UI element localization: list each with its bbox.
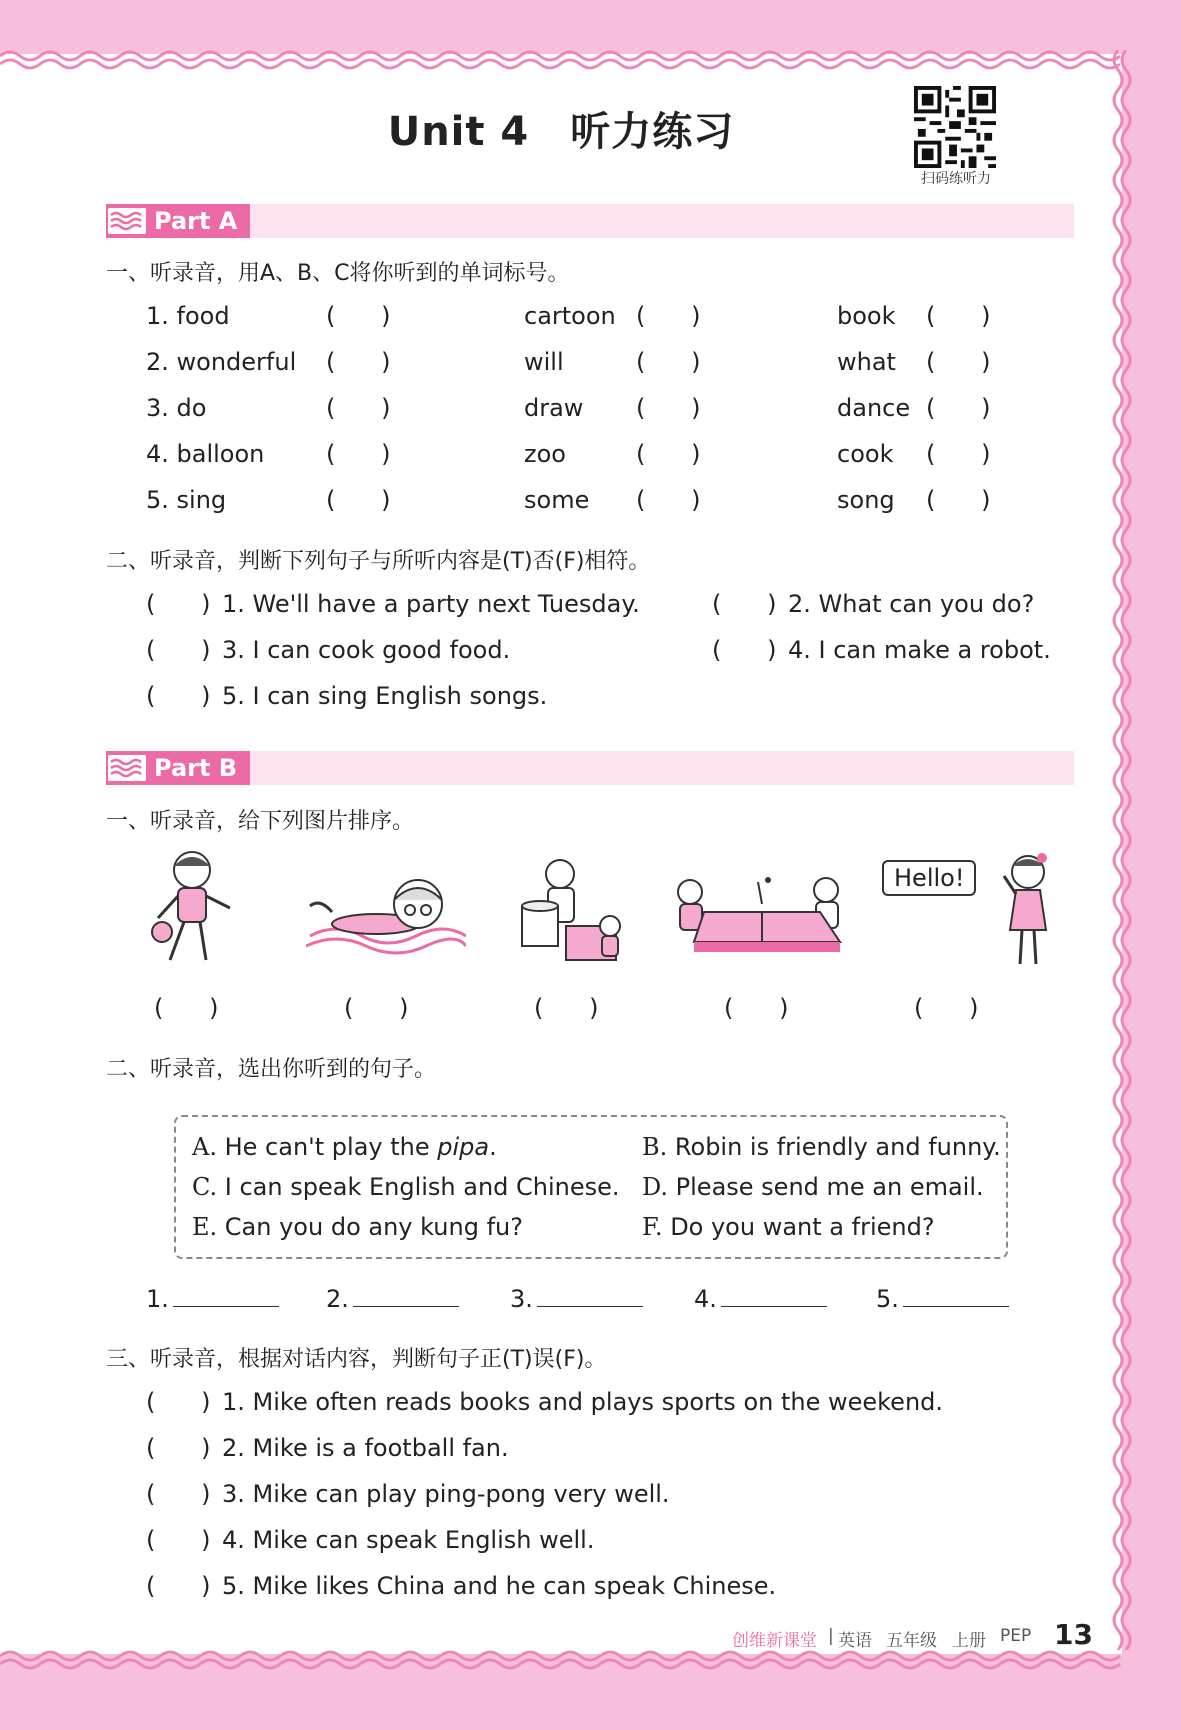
part-b-tag [106,751,250,785]
option-d-letter: D. [642,1173,669,1201]
option-b-text: Robin is friendly and funny. [674,1133,1001,1161]
tf-bracket[interactable]: ( ) [146,1434,211,1462]
answer-bracket[interactable]: ( ) [636,348,701,376]
picture-bracket-4[interactable]: ( ) [724,994,789,1022]
tf-item-b3: 3. Mike can play ping-pong very well. [222,1480,670,1508]
option-d [642,1173,984,1201]
answer-bracket[interactable]: ( ) [926,440,991,468]
part-a-header [106,204,1074,238]
footer-brand: 创维新课堂 [732,1631,817,1651]
picture-bracket-2[interactable]: ( ) [344,994,409,1022]
answer-blank-5-num: 5. [876,1285,899,1313]
word-1-1: 1. food [146,302,230,330]
word-1-2: cartoon [524,302,616,330]
ping-pong-picture [670,876,866,974]
girl-swimming-picture [306,862,466,960]
tf-item-b1: 1. Mike often reads books and plays sports on the weekend. [222,1388,944,1416]
part-b-s1-heading: 一、听录音，给下列图片排序。 [106,809,415,834]
word-2-3: what [837,348,896,376]
footer-divider: | [828,1626,834,1646]
wave-lines-icon [108,208,146,234]
option-c [192,1173,620,1201]
tf-item-a1: 1. We'll have a party next Tuesday. [222,590,640,618]
answer-blank-4-num: 4. [694,1285,717,1313]
part-a-s1-heading: 一、听录音，用A、B、C将你听到的单词标号。 [106,261,570,286]
option-f-letter: F. [642,1213,663,1241]
answer-bracket[interactable]: ( ) [926,394,991,422]
word-5-1: 5. sing [146,486,227,514]
answer-blank-2-num: 2. [326,1285,349,1313]
word-4-2: zoo [524,440,566,468]
option-a [192,1133,497,1161]
option-c-letter: C. [192,1173,218,1201]
part-b-header [106,751,1074,785]
option-a-italic: pipa [437,1133,490,1161]
option-f [642,1213,935,1241]
option-b-letter: B. [642,1133,668,1161]
word-3-1: 3. do [146,394,207,422]
part-a-tag [106,204,250,238]
answer-blank-1-num: 1. [146,1285,169,1313]
tf-bracket[interactable]: ( ) [146,682,211,710]
answer-bracket[interactable]: ( ) [926,348,991,376]
word-4-1: 4. balloon [146,440,265,468]
part-b-s3-heading: 三、听录音，根据对话内容，判断句子正(T)误(F)。 [106,1347,607,1372]
answer-blank-5[interactable] [876,1284,1009,1313]
word-2-2: will [524,348,564,376]
footer-edition: PEP [1000,1626,1032,1646]
option-a-text: He can't play the [224,1133,438,1161]
tf-bracket[interactable]: ( ) [712,636,777,664]
tf-item-a4: 4. I can make a robot. [788,636,1051,664]
tf-bracket[interactable]: ( ) [146,1480,211,1508]
option-a-letter: A. [192,1133,217,1161]
answer-bracket[interactable]: ( ) [326,440,391,468]
answer-bracket[interactable]: ( ) [926,486,991,514]
answer-blank-3-num: 3. [510,1285,533,1313]
answer-blank-3[interactable] [510,1284,643,1313]
answer-blank-2[interactable] [326,1284,459,1313]
tf-item-a5: 5. I can sing English songs. [222,682,548,710]
option-e-text: Can you do any kung fu? [224,1213,523,1241]
right-wave-border [1104,50,1144,1650]
option-f-text: Do you want a friend? [670,1213,935,1241]
page-number: 13 [1054,1618,1093,1651]
answer-bracket[interactable]: ( ) [326,302,391,330]
answer-bracket[interactable]: ( ) [636,486,701,514]
tf-item-a2: 2. What can you do? [788,590,1035,618]
tf-bracket[interactable]: ( ) [146,1572,211,1600]
answer-blank-4[interactable] [694,1284,827,1313]
word-5-2: some [524,486,590,514]
footer-term: 上册 [952,1631,986,1651]
tf-bracket[interactable]: ( ) [146,1526,211,1554]
option-c-text: I can speak English and Chinese. [224,1173,620,1201]
girl-waving-picture [1002,850,1054,974]
answer-bracket[interactable]: ( ) [326,348,391,376]
tf-bracket[interactable]: ( ) [146,636,211,664]
word-2-1: 2. wonderful [146,348,297,376]
word-1-3: book [837,302,896,330]
answer-blank-1[interactable] [146,1284,279,1313]
tf-bracket[interactable]: ( ) [712,590,777,618]
word-4-3: cook [837,440,894,468]
option-e [192,1213,523,1241]
answer-bracket[interactable]: ( ) [636,302,701,330]
picture-bracket-1[interactable]: ( ) [154,994,219,1022]
footer-subject: 英语 [838,1631,872,1651]
word-3-3: dance [837,394,911,422]
option-e-letter: E. [192,1213,218,1241]
tf-bracket[interactable]: ( ) [146,1388,211,1416]
top-wave-border [0,42,1181,102]
wave-lines-icon [108,755,146,781]
picture-bracket-3[interactable]: ( ) [534,994,599,1022]
answer-bracket[interactable]: ( ) [326,394,391,422]
tf-item-b4: 4. Mike can speak English well. [222,1526,595,1554]
part-b-label: Part B [154,754,238,782]
word-5-3: song [837,486,895,514]
part-a-label: Part A [154,207,238,235]
qr-label: 扫码练听力 [921,171,991,187]
tf-bracket[interactable]: ( ) [146,590,211,618]
picture-bracket-5[interactable]: ( ) [914,994,979,1022]
option-a-period: . [489,1133,497,1161]
answer-bracket[interactable]: ( ) [636,440,701,468]
footer-grade: 五年级 [886,1631,937,1651]
qr-code[interactable] [914,86,996,168]
option-b [642,1133,1001,1161]
tf-item-b5: 5. Mike likes China and he can speak Chinese. [222,1572,777,1600]
option-d-text: Please send me an email. [675,1173,984,1201]
answer-bracket[interactable]: ( ) [326,486,391,514]
page-title: Unit 4 听力练习 [387,109,735,155]
boy-basketball-picture [140,848,244,974]
word-3-2: draw [524,394,584,422]
tf-item-a3: 3. I can cook good food. [222,636,511,664]
man-cooking-picture [518,856,628,968]
part-b-s2-heading: 二、听录音，选出你听到的句子。 [106,1057,437,1082]
part-a-s2-heading: 二、听录音，判断下列句子与所听内容是(T)否(F)相符。 [106,549,651,574]
answer-bracket[interactable]: ( ) [926,302,991,330]
answer-bracket[interactable]: ( ) [636,394,701,422]
hello-speech-bubble: Hello! [882,860,976,896]
tf-item-b2: 2. Mike is a football fan. [222,1434,509,1462]
